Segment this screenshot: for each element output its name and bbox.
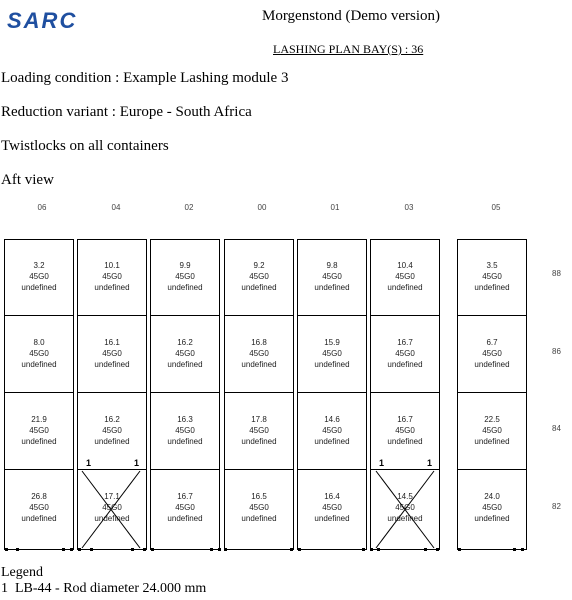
container-cell[interactable] bbox=[458, 394, 526, 470]
container-status: undefined bbox=[314, 514, 350, 523]
container-cell[interactable] bbox=[458, 471, 526, 547]
container-type: 45G0 bbox=[249, 272, 269, 281]
container-force-value: 16.7 bbox=[177, 492, 193, 501]
container-status: undefined bbox=[241, 283, 277, 292]
container-type: 45G0 bbox=[29, 426, 49, 435]
sarc-logo bbox=[6, 8, 116, 32]
container-type: 45G0 bbox=[102, 272, 122, 281]
container-type: 45G0 bbox=[322, 426, 342, 435]
column-header: 02 bbox=[184, 203, 194, 212]
container-status: undefined bbox=[241, 360, 277, 369]
container-force-value: 9.2 bbox=[253, 261, 265, 270]
container-force-value: 10.4 bbox=[397, 261, 413, 270]
lashing-mark: 1 bbox=[86, 458, 92, 468]
container-cell[interactable] bbox=[225, 471, 293, 547]
container-status: undefined bbox=[474, 514, 510, 523]
container-cell[interactable] bbox=[458, 240, 526, 316]
container-cell[interactable] bbox=[5, 394, 73, 470]
container-status: undefined bbox=[167, 360, 203, 369]
container-force-value: 26.8 bbox=[31, 492, 47, 501]
container-cell[interactable] bbox=[151, 471, 219, 547]
container-cell[interactable] bbox=[5, 240, 73, 316]
row-label: 88 bbox=[552, 269, 561, 278]
container-status: undefined bbox=[167, 283, 203, 292]
container-force-value: 17.8 bbox=[251, 415, 267, 424]
container-cell[interactable] bbox=[5, 317, 73, 393]
container-force-value: 15.9 bbox=[324, 338, 340, 347]
container-type: 45G0 bbox=[322, 272, 342, 281]
container-force-value: 17.1 bbox=[104, 492, 120, 501]
container-force-value: 16.2 bbox=[177, 338, 193, 347]
container-type: 45G0 bbox=[482, 426, 502, 435]
container-type: 45G0 bbox=[249, 426, 269, 435]
container-status: undefined bbox=[387, 283, 423, 292]
container-cell[interactable] bbox=[298, 317, 366, 393]
lashing-mark: 1 bbox=[379, 458, 385, 468]
twistlocks-note: Twistlocks on all containers bbox=[1, 138, 169, 154]
row-label: 86 bbox=[552, 347, 561, 356]
container-status: undefined bbox=[387, 514, 423, 523]
container-cell[interactable] bbox=[151, 394, 219, 470]
container-stack bbox=[77, 239, 147, 550]
container-force-value: 22.5 bbox=[484, 415, 500, 424]
container-status: undefined bbox=[241, 514, 277, 523]
container-type: 45G0 bbox=[175, 349, 195, 358]
container-cell[interactable] bbox=[225, 394, 293, 470]
container-force-value: 9.9 bbox=[179, 261, 191, 270]
container-force-value: 8.0 bbox=[33, 338, 45, 347]
container-status: undefined bbox=[474, 283, 510, 292]
lashing-plan-title: LASHING PLAN BAY(S) : 36 bbox=[273, 42, 424, 56]
reduction-variant: Reduction variant : Europe - South Africa bbox=[1, 104, 252, 120]
container-cell[interactable] bbox=[78, 240, 146, 316]
container-force-value: 3.5 bbox=[486, 261, 498, 270]
container-status: undefined bbox=[387, 437, 423, 446]
container-status: undefined bbox=[94, 437, 130, 446]
container-status: undefined bbox=[94, 283, 130, 292]
container-force-value: 16.7 bbox=[397, 338, 413, 347]
legend-item-text: LB-44 - Rod diameter 24.000 mm bbox=[15, 581, 207, 596]
container-type: 45G0 bbox=[395, 426, 415, 435]
container-force-value: 16.1 bbox=[104, 338, 120, 347]
container-status: undefined bbox=[21, 437, 57, 446]
container-status: undefined bbox=[21, 514, 57, 523]
container-status: undefined bbox=[21, 283, 57, 292]
column-header: 06 bbox=[37, 203, 47, 212]
container-cell[interactable] bbox=[225, 240, 293, 316]
column-header: 01 bbox=[330, 203, 340, 212]
container-cell[interactable] bbox=[458, 317, 526, 393]
loading-condition: Loading condition : Example Lashing module 3 bbox=[1, 70, 289, 86]
legend-item-id: 1 bbox=[1, 581, 8, 596]
container-stack bbox=[370, 239, 440, 550]
container-force-value: 16.5 bbox=[251, 492, 267, 501]
container-cell[interactable] bbox=[298, 240, 366, 316]
container-cell[interactable] bbox=[151, 240, 219, 316]
container-force-value: 6.7 bbox=[486, 338, 498, 347]
container-type: 45G0 bbox=[395, 349, 415, 358]
container-force-value: 9.8 bbox=[326, 261, 338, 270]
container-force-value: 16.4 bbox=[324, 492, 340, 501]
svg-text:SARC: SARC bbox=[7, 8, 78, 32]
container-stack bbox=[224, 239, 294, 550]
container-force-value: 21.9 bbox=[31, 415, 47, 424]
container-force-value: 16.2 bbox=[104, 415, 120, 424]
container-type: 45G0 bbox=[482, 503, 502, 512]
container-cell[interactable] bbox=[298, 471, 366, 547]
container-cell[interactable] bbox=[298, 394, 366, 470]
container-type: 45G0 bbox=[482, 272, 502, 281]
container-force-value: 16.3 bbox=[177, 415, 193, 424]
vessel-title: Morgenstond (Demo version) bbox=[262, 8, 441, 24]
container-type: 45G0 bbox=[175, 272, 195, 281]
container-force-value: 14.5 bbox=[397, 492, 413, 501]
container-type: 45G0 bbox=[395, 503, 415, 512]
column-header: 05 bbox=[491, 203, 501, 212]
container-type: 45G0 bbox=[249, 503, 269, 512]
container-type: 45G0 bbox=[395, 272, 415, 281]
column-header: 04 bbox=[111, 203, 121, 212]
container-cell[interactable] bbox=[78, 317, 146, 393]
container-type: 45G0 bbox=[322, 503, 342, 512]
container-type: 45G0 bbox=[175, 503, 195, 512]
container-cell[interactable] bbox=[225, 317, 293, 393]
container-force-value: 14.6 bbox=[324, 415, 340, 424]
container-force-value: 16.7 bbox=[397, 415, 413, 424]
container-type: 45G0 bbox=[102, 426, 122, 435]
container-type: 45G0 bbox=[102, 349, 122, 358]
container-status: undefined bbox=[167, 437, 203, 446]
container-cell[interactable] bbox=[78, 471, 146, 547]
container-stack bbox=[457, 239, 527, 550]
container-status: undefined bbox=[474, 360, 510, 369]
container-stack bbox=[4, 239, 74, 550]
container-cell[interactable] bbox=[151, 317, 219, 393]
container-cell[interactable] bbox=[371, 240, 439, 316]
container-status: undefined bbox=[314, 437, 350, 446]
row-label: 84 bbox=[552, 424, 561, 433]
container-type: 45G0 bbox=[322, 349, 342, 358]
container-status: undefined bbox=[94, 360, 130, 369]
row-label: 82 bbox=[552, 502, 561, 511]
lashing-mark: 1 bbox=[427, 458, 433, 468]
container-cell[interactable] bbox=[371, 317, 439, 393]
container-type: 45G0 bbox=[102, 503, 122, 512]
container-type: 45G0 bbox=[249, 349, 269, 358]
legend-item bbox=[1, 581, 206, 597]
container-force-value: 16.8 bbox=[251, 338, 267, 347]
container-status: undefined bbox=[94, 514, 130, 523]
container-type: 45G0 bbox=[29, 272, 49, 281]
view-label: Aft view bbox=[1, 172, 54, 188]
legend-title: Legend bbox=[1, 565, 43, 580]
container-status: undefined bbox=[474, 437, 510, 446]
lashing-mark: 1 bbox=[134, 458, 140, 468]
container-status: undefined bbox=[167, 514, 203, 523]
column-header: 00 bbox=[257, 203, 267, 212]
container-cell[interactable] bbox=[371, 471, 439, 547]
column-header: 03 bbox=[404, 203, 414, 212]
container-force-value: 3.2 bbox=[33, 261, 45, 270]
container-type: 45G0 bbox=[482, 349, 502, 358]
container-status: undefined bbox=[314, 283, 350, 292]
container-status: undefined bbox=[314, 360, 350, 369]
container-status: undefined bbox=[21, 360, 57, 369]
container-stack bbox=[297, 239, 367, 550]
container-force-value: 10.1 bbox=[104, 261, 120, 270]
container-status: undefined bbox=[241, 437, 277, 446]
container-force-value: 24.0 bbox=[484, 492, 500, 501]
container-cell[interactable] bbox=[5, 471, 73, 547]
container-status: undefined bbox=[387, 360, 423, 369]
container-type: 45G0 bbox=[29, 503, 49, 512]
container-type: 45G0 bbox=[29, 349, 49, 358]
container-type: 45G0 bbox=[175, 426, 195, 435]
container-stack bbox=[150, 239, 220, 550]
